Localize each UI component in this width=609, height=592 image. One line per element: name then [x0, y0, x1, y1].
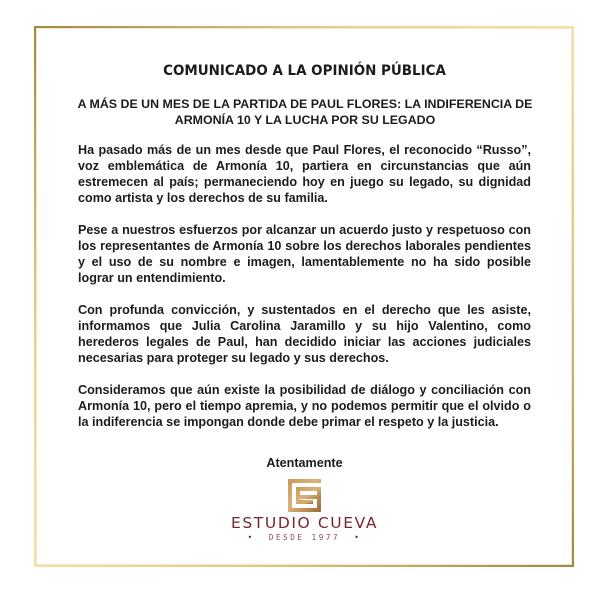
paragraph-4: Consideramos que aún existe la posibilidad de diálogo y conciliación con Armonía 10, pero el tiempo apremia, y no podemos permitir que el olvido o la indiferencia se impongan donde debe primar el respeto y la justicia. [78, 383, 531, 429]
closing-salutation: Atentamente [266, 456, 343, 470]
paragraph-2: Pese a nuestros esfuerzos por alcanzar un acuerdo justo y respetuoso con los representantes de Armonía 10 sobre los derechos laborales pendientes y el uso de su nombre e imagen, lamentablemente no ha sido posible lograr un entendimiento. [78, 223, 531, 285]
estudio-cueva-logo-icon [288, 479, 321, 512]
bullet-left: • [247, 533, 255, 542]
tagline-text: DESDE 1977 [268, 533, 341, 542]
brand-tagline [0, 533, 609, 542]
document-title: COMUNICADO A LA OPINIÓN PÚBLICA [163, 63, 446, 79]
paragraph-1: Ha pasado más de un mes desde que Paul Flores, el reconocido “Russo”, voz emblemática de Armonía 10, partiera en circunstancias que aún estremecen al país; permaneciendo hoy en juego su legado, su dignidad como artista y los derechos de su familia. [78, 143, 531, 205]
bullet-right: • [354, 533, 362, 542]
paragraph-3: Con profunda convicción, y sustentados en el derecho que les asiste, informamos que Julia Carolina Jaramillo y su hijo Valentino, como herederos legales de Paul, han decidido iniciar las acciones judiciales necesarias para proteger su legado y sus derechos. [78, 303, 531, 365]
brand-name: ESTUDIO CUEVA [230, 514, 379, 532]
document-subtitle: A MÁS DE UN MES DE LA PARTIDA DE PAUL FLORES: LA INDIFERENCIA DE ARMONÍA 10 Y LA LUCHA POR SU LEGADO [77, 97, 533, 127]
